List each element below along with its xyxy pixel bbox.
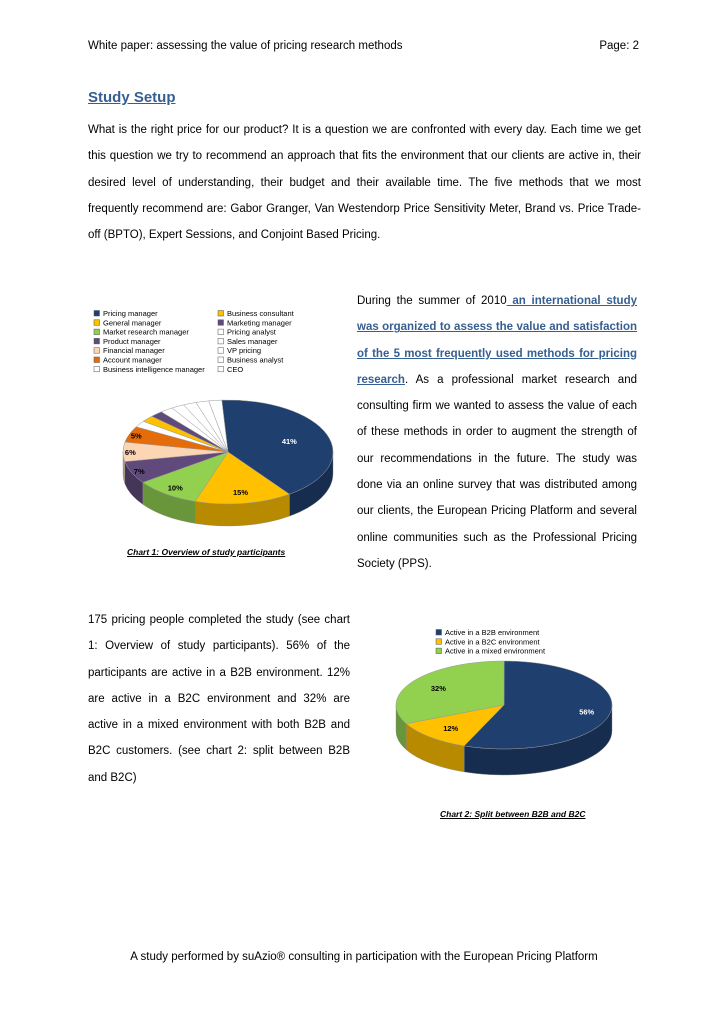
legend-swatch (218, 348, 224, 354)
legend-swatch (218, 357, 224, 363)
legend-entry: Marketing manager (227, 318, 292, 328)
participants-pie-chart (88, 302, 350, 542)
page-number: Page: 2 (599, 40, 639, 52)
legend-swatch (94, 338, 100, 344)
chart-2-caption: Chart 2: Split between B2B and B2C (440, 809, 586, 819)
legend-entry: Market research manager (103, 327, 189, 337)
pie-data-label: 12% (443, 724, 459, 734)
legend-entry: Financial manager (103, 346, 165, 356)
legend-entry: Active in a mixed environment (445, 646, 546, 656)
legend-entry: Pricing analyst (227, 327, 276, 337)
pie-data-label: 41% (281, 437, 297, 447)
legend-swatch (218, 320, 224, 326)
legend-entry: Pricing manager (103, 309, 158, 318)
participants-legend (94, 309, 295, 374)
study-intro-text: During the summer of 2010 (357, 295, 507, 307)
legend-swatch (94, 320, 100, 326)
legend-entry: General manager (103, 318, 162, 328)
legend-swatch (436, 639, 442, 645)
legend-swatch (218, 338, 224, 344)
legend-swatch (94, 311, 100, 317)
legend-swatch (436, 630, 442, 636)
participants-paragraph: 175 pricing people completed the study (see chart 1: Overview of study participants). 56% of the participants are active in a B2B environment. 12% are active in a B2C environment and 32% are active in a mixed environment with both B2B and B2C customers. (see chart 2: split between B2B and B2C) (88, 614, 350, 784)
legend-swatch (218, 329, 224, 335)
pie-data-label: 56% (579, 707, 595, 717)
legend-entry: Product manager (103, 336, 161, 346)
study-link[interactable]: an international study was organized to assess the value and satisfaction of the 5 most frequently used methods for pricing research (357, 295, 637, 386)
legend-swatch (218, 366, 224, 372)
legend-entry: Active in a B2C environment (445, 637, 540, 647)
study-paragraph (357, 288, 637, 577)
pie-data-label: 7% (133, 466, 145, 476)
legend-entry: VP pricing (227, 346, 262, 356)
legend-swatch (94, 348, 100, 354)
b2b-b2c-legend (436, 628, 546, 656)
legend-entry: Business analyst (227, 355, 284, 365)
legend-entry: Sales manager (227, 336, 278, 346)
b2b-b2c-pie-chart (380, 625, 630, 785)
study-body-text: . As a professional market research and consulting firm we wanted to assess the value of each of these methods in order to augment the strength of our recommendations in the future. The study was done via an online survey that was distributed among our clients, the European Pricing Platform and several online communities such as the Professional Pricing Society (PPS). (357, 373, 637, 570)
legend-entry: Business consultant (227, 309, 294, 318)
pie-data-label: 15% (233, 488, 249, 498)
header-title: White paper: assessing the value of pricing research methods (88, 40, 403, 52)
pie-data-label: 32% (430, 684, 446, 694)
pie-data-label: 10% (167, 483, 183, 493)
legend-entry: Business intelligence manager (103, 364, 205, 374)
legend-entry: Active in a B2B environment (445, 628, 540, 637)
intro-paragraph: What is the right price for our product? It is a question we are confronted with every day. Each time we get this question we try to recommend an approach that fits the environment that our clients are active in, their desired level of understanding, their budget and their available time. The five methods that we most frequently recommend are: Gabor Granger, Van Westendorp Price Sensitivity Meter, Brand vs. Price Trade-off (BPTO), Expert Sessions, and Conjoint Based Pricing. (88, 124, 641, 242)
legend-entry: CEO (227, 364, 244, 374)
legend-swatch (94, 366, 100, 372)
legend-swatch (436, 648, 442, 654)
pie-data-label: 6% (124, 447, 136, 457)
legend-swatch (94, 357, 100, 363)
legend-entry: Account manager (103, 355, 162, 365)
legend-swatch (94, 329, 100, 335)
chart-1-caption: Chart 1: Overview of study participants (127, 547, 286, 557)
page-footer: A study performed by suAzio® consulting in participation with the European Pricing Platform (130, 951, 598, 963)
pie-data-label: 5% (130, 431, 142, 441)
legend-swatch (218, 311, 224, 317)
section-title: Study Setup (88, 89, 176, 106)
